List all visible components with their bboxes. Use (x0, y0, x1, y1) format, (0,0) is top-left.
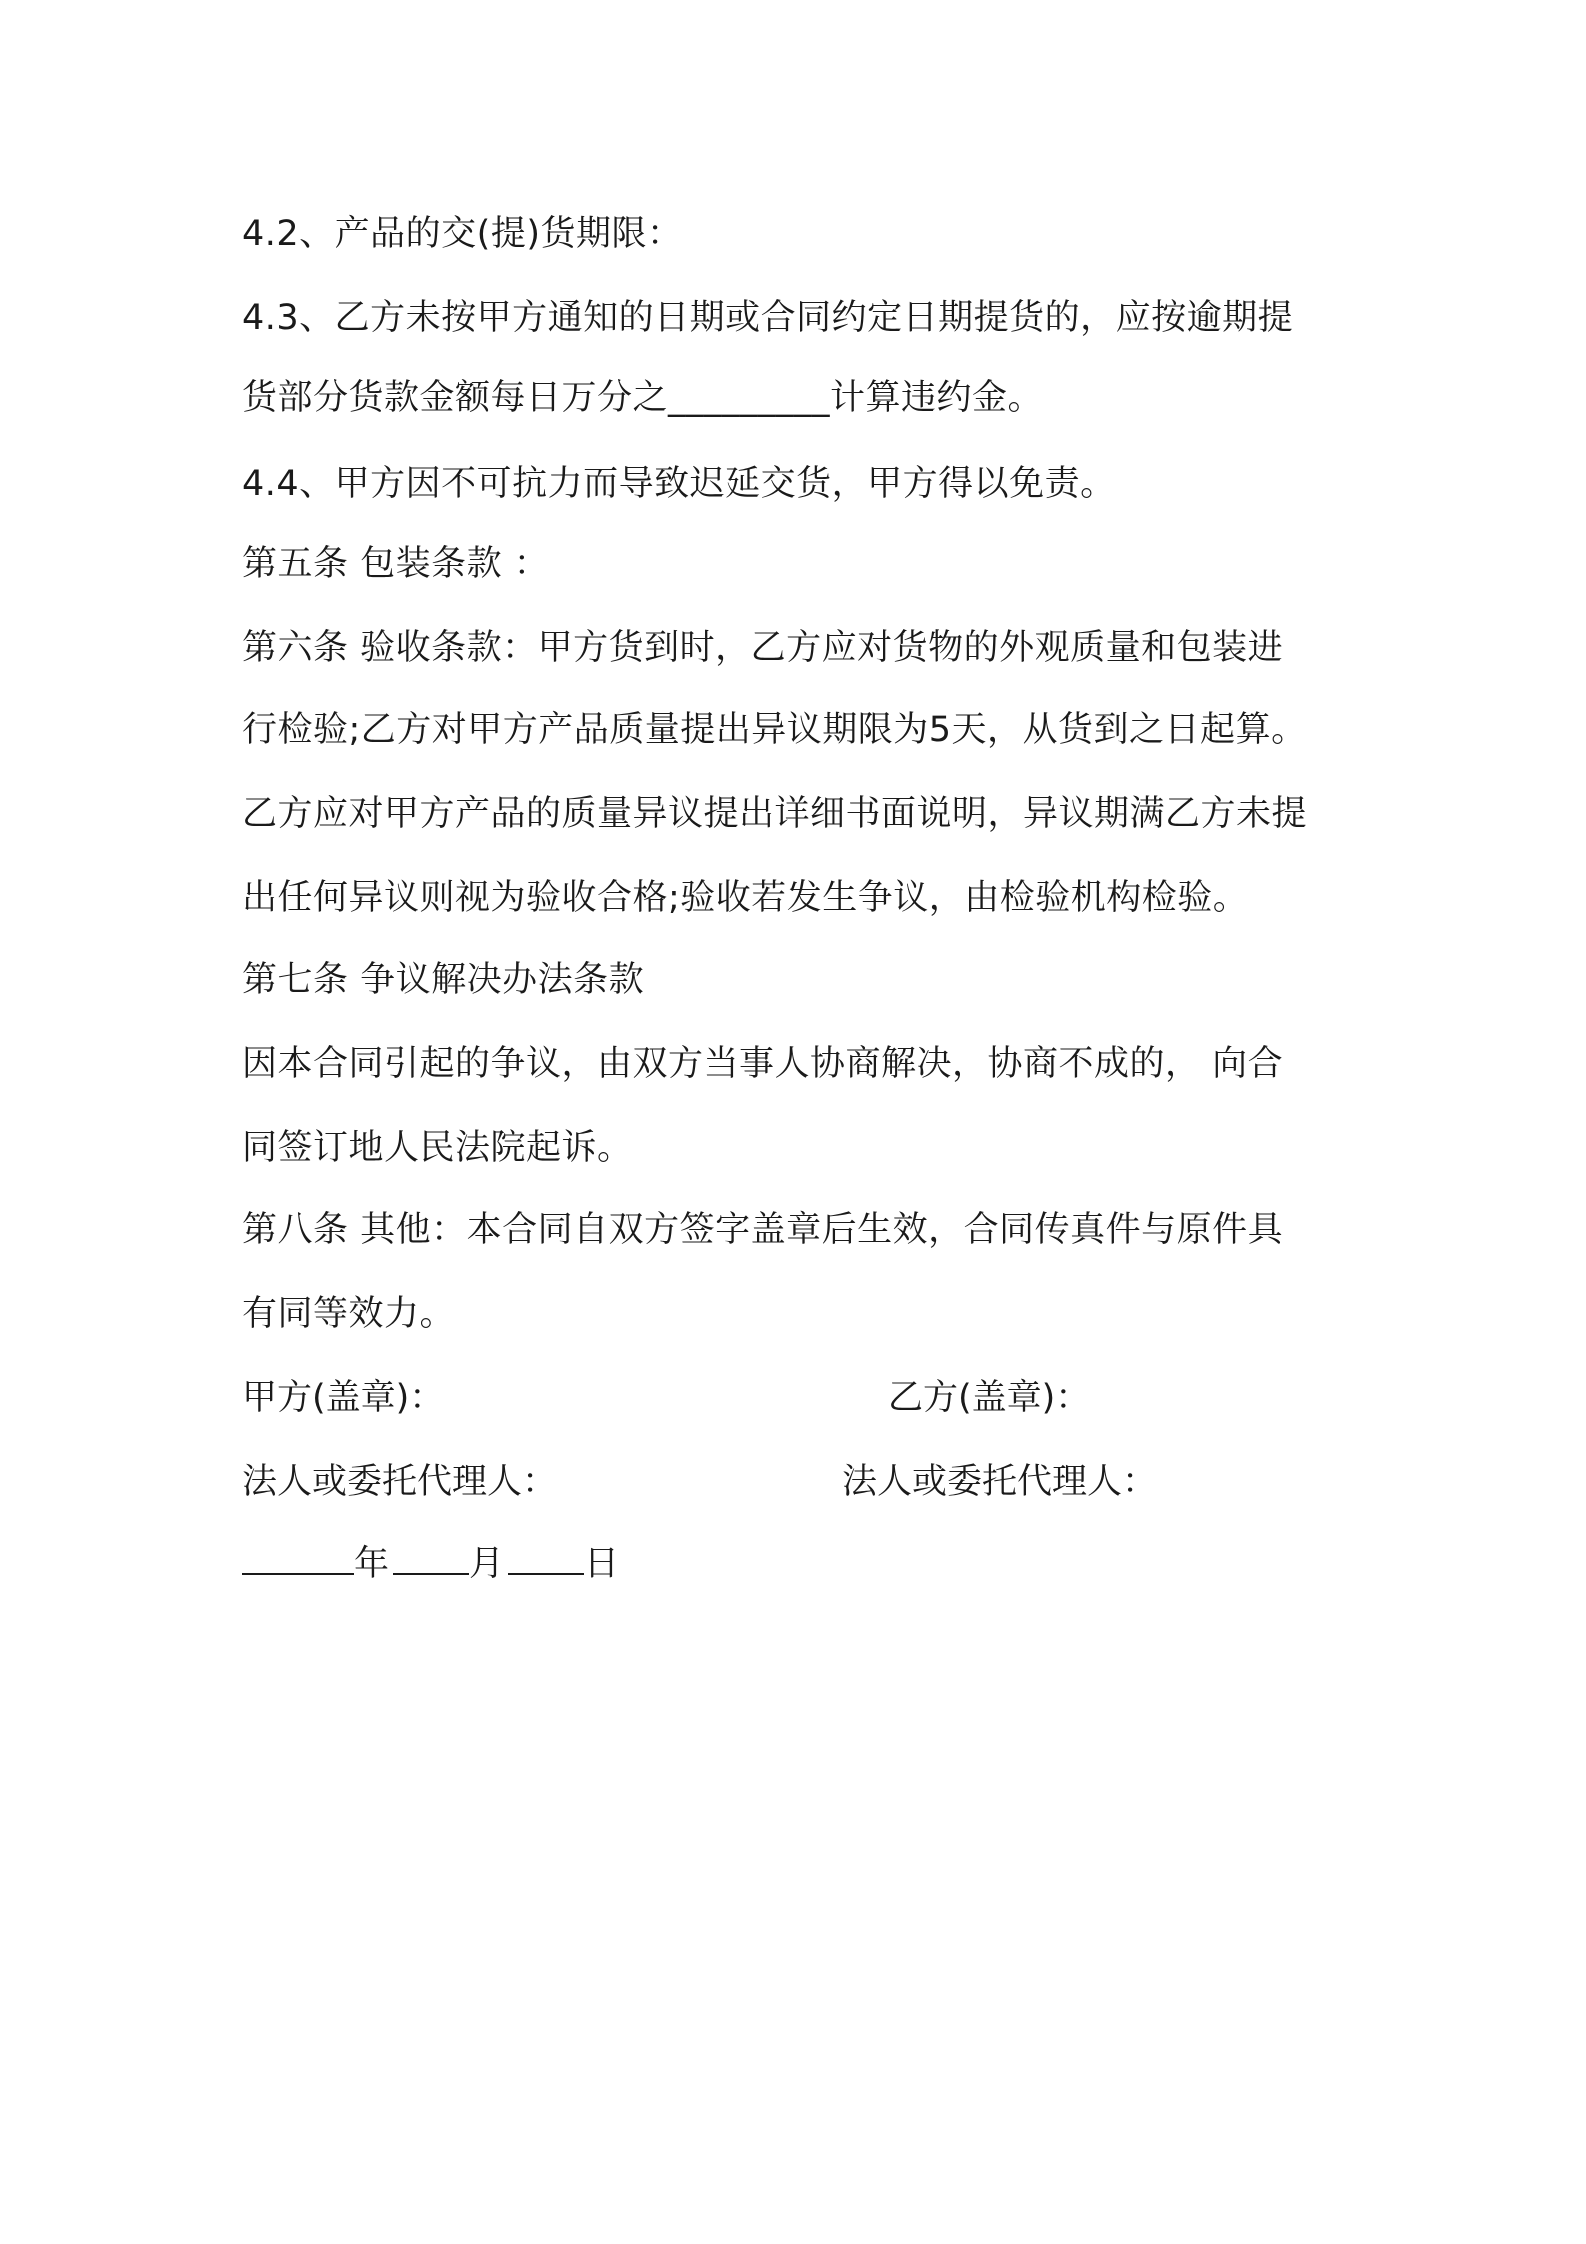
article-6-line2: 行检验;乙方对甲方产品质量提出异议期限为5天，从货到之日起算。 (242, 710, 1307, 750)
day-blank (508, 1543, 584, 1575)
article-7-heading: 第七条 争议解决办法条款 (242, 960, 645, 1000)
article-6-line4: 出任何异议则视为验收合格;验收若发生争议，由检验机构检验。 (242, 878, 1249, 918)
month-blank (393, 1543, 469, 1575)
clause-4-2: 4.2、产品的交(提)货期限： (242, 214, 683, 254)
party-a-agent-label: 法人或委托代理人： (242, 1462, 558, 1502)
clause-4-3-line1: 4.3、乙方未按甲方通知的日期或合同约定日期提货的，应按逾期提 (242, 298, 1294, 338)
party-b-seal-label: 乙方(盖章)： (888, 1378, 1091, 1418)
party-a-seal-label: 甲方(盖章)： (242, 1378, 445, 1418)
day-label: 日 (584, 1544, 620, 1584)
article-6-line3: 乙方应对甲方产品的质量异议提出详细书面说明，异议期满乙方未提 (242, 794, 1308, 834)
article-7-line1: 因本合同引起的争议，由双方当事人协商解决，协商不成的， 向合 (242, 1044, 1284, 1084)
clause-4-3-line2: 货部分货款金额每日万分之_________计算违约金。 (242, 378, 1044, 418)
article-5-heading: 第五条 包装条款 ： (242, 544, 550, 584)
clause-4-4: 4.4、甲方因不可抗力而导致迟延交货，甲方得以免责。 (242, 464, 1116, 504)
year-blank (242, 1543, 354, 1575)
article-8-line1: 第八条 其他：本合同自双方签字盖章后生效，合同传真件与原件具 (242, 1210, 1284, 1250)
month-label: 月 (469, 1544, 505, 1584)
date-line (242, 1542, 619, 1586)
article-8-line2: 有同等效力。 (242, 1294, 456, 1334)
year-label: 年 (354, 1544, 390, 1584)
article-7-line2: 同签订地人民法院起诉。 (242, 1128, 633, 1168)
party-b-agent-label: 法人或委托代理人： (842, 1462, 1158, 1502)
article-6-line1: 第六条 验收条款：甲方货到时，乙方应对货物的外观质量和包装进 (242, 628, 1284, 668)
